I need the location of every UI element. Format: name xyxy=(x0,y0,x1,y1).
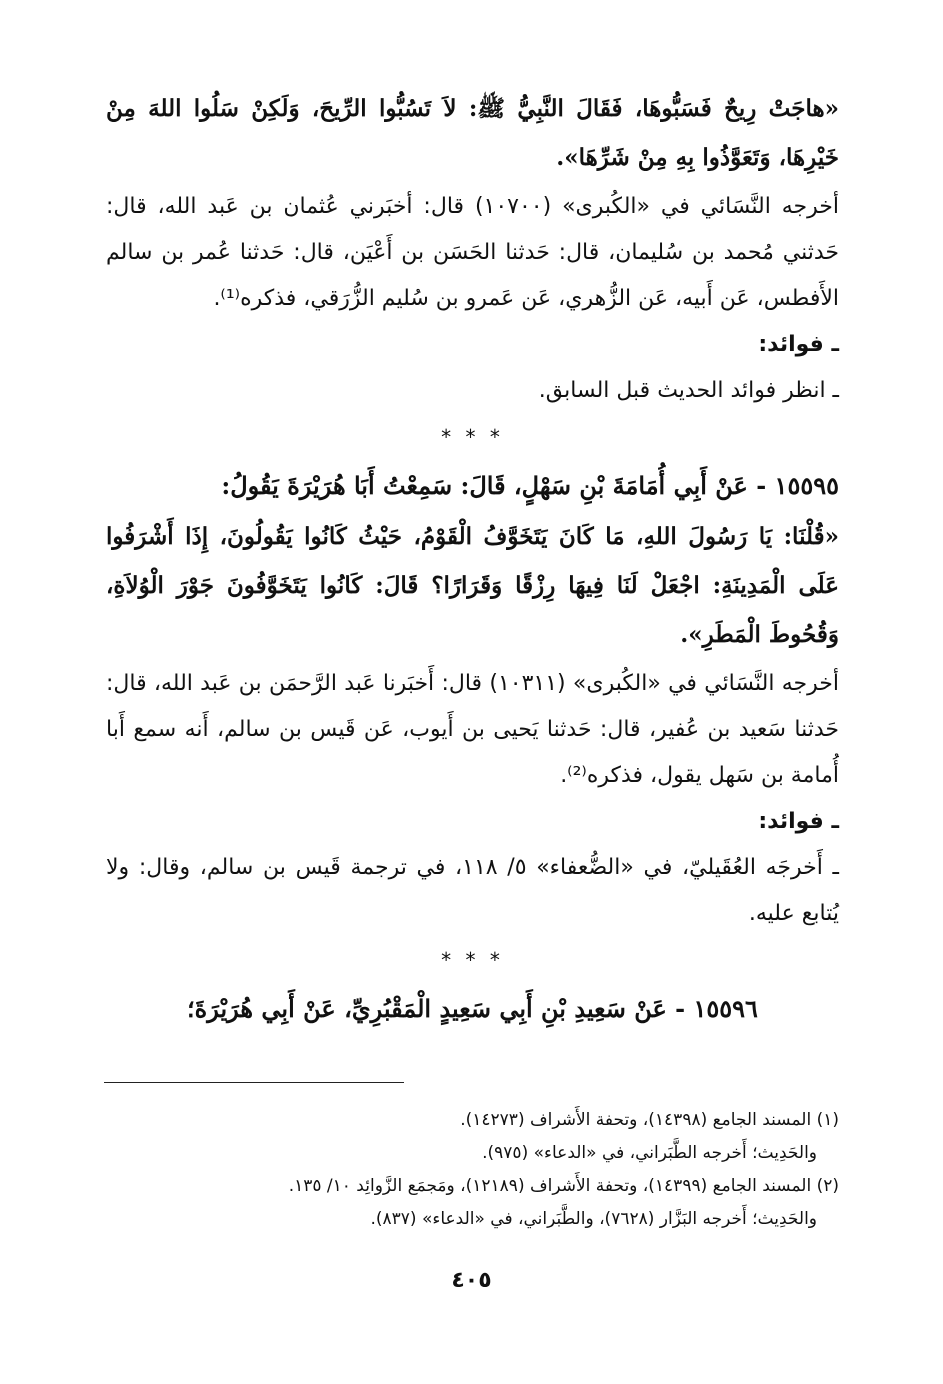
page-number: ٤٠٥ xyxy=(451,1268,492,1293)
hadith-continuation-text: «هاجَتْ رِيحٌ فَسَبُّوهَا، فَقَالَ النَّبِيُّ ﷺ: لاَ تَسُبُّوا الرِّيحَ، وَلَكِنْ سَلُوا اللهَ مِنْ خَيْرِهَا، وَتَعَوَّذُوا بِهِ مِنْ شَرِّهَا». xyxy=(106,95,839,171)
footnote-2: (٢) المسند الجامع (١٤٣٩٩)، وتحفة الأَشراف (١٢١٨٩)، ومَجمَع الزَّوائِد ١٠/ ١٣٥. xyxy=(288,1176,839,1196)
footnote-divider xyxy=(104,1082,404,1083)
hadith-15596-heading: ١٥٥٩٦ - عَنْ سَعِيدِ بْنِ أَبِي سَعِيدٍ الْمَقْبُرِيِّ، عَنْ أَبِي هُرَيْرَةَ؛ xyxy=(187,994,758,1023)
takhrij-paragraph-1: أخرجه النَّسَائي في «الكُبرى» (١٠٧٠٠) قال: أخبَرني عُثمان بن عَبد الله، قال: حَدثني مُحمد بن سُليمان، قال: حَدثنا الحَسَن بن أَعْيَن، قال: حَدثنا عُمر بن سالم الأَفطس، عَن أَبيه، عَن الزُّهري، عَن عَمرو بن سُليم الزُّرَقي، فذكره⁽¹⁾. xyxy=(106,194,839,311)
footnotes xyxy=(106,1104,839,1236)
section-separator-2: * * * xyxy=(441,948,504,972)
benefits-text-2: ـ أَخرجَه العُقَيليّ، في «الضُّعفاء» ٥/ ١١٨، في ترجمة قَيس بن سالم، وقال: ولا يُتابع عليه. xyxy=(106,855,839,926)
benefits-text-1: ـ انظر فوائد الحديث قبل السابق. xyxy=(538,378,839,403)
footnote-1-continuation: والحَدِيث؛ أَخرجه الطَّبَراني، في «الدعاء» (٩٧٥). xyxy=(482,1143,817,1163)
section-separator-1: * * * xyxy=(441,425,504,449)
benefits-heading-1: ـ فوائد: xyxy=(758,332,839,357)
page-body xyxy=(106,84,839,1035)
hadith-15595-heading: ١٥٥٩٥ - عَنْ أَبِي أُمَامَةَ بْنِ سَهْلٍ، قَالَ: سَمِعْتُ أَبَا هُرَيْرَةَ يَقُولُ: xyxy=(221,471,839,500)
footnote-2-continuation: والحَدِيث؛ أَخرجه البَزَّار (٧٦٢٨)، والطَّبَراني، في «الدعاء» (٨٣٧). xyxy=(370,1209,817,1229)
hadith-15595-text: «قُلْنَا: يَا رَسُولَ اللهِ، مَا كَانَ يَتَخَوَّفُ الْقَوْمُ، حَيْثُ كَانُوا يَقُولُونَ، إِذَا أَشْرَفُوا عَلَى الْمَدِينَةِ: اجْعَلْ لَنَا فِيهَا رِزْقًا وَقَرَارًا؟ قَالَ: كَانُوا يَتَخَوَّفُونَ جَوْرَ الْوُلاَةِ، وَقُحُوطَ الْمَطَرِ». xyxy=(106,523,839,648)
benefits-heading-2: ـ فوائد: xyxy=(758,809,839,834)
footnote-1: (١) المسند الجامع (١٤٣٩٨)، وتحفة الأَشراف (١٤٢٧٣). xyxy=(460,1110,839,1130)
takhrij-paragraph-2: أخرجه النَّسَائي في «الكُبرى» (١٠٣١١) قال: أَخبَرنا عَبد الرَّحمَن بن عَبد الله، قال: حَدثنا سَعيد بن عُفير، قال: حَدثنا يَحيى بن أَيوب، عَن قَيس بن سالم، أَنه سمع أَبا أُمامة بن سَهل يقول، فذكره⁽²⁾. xyxy=(106,671,840,788)
